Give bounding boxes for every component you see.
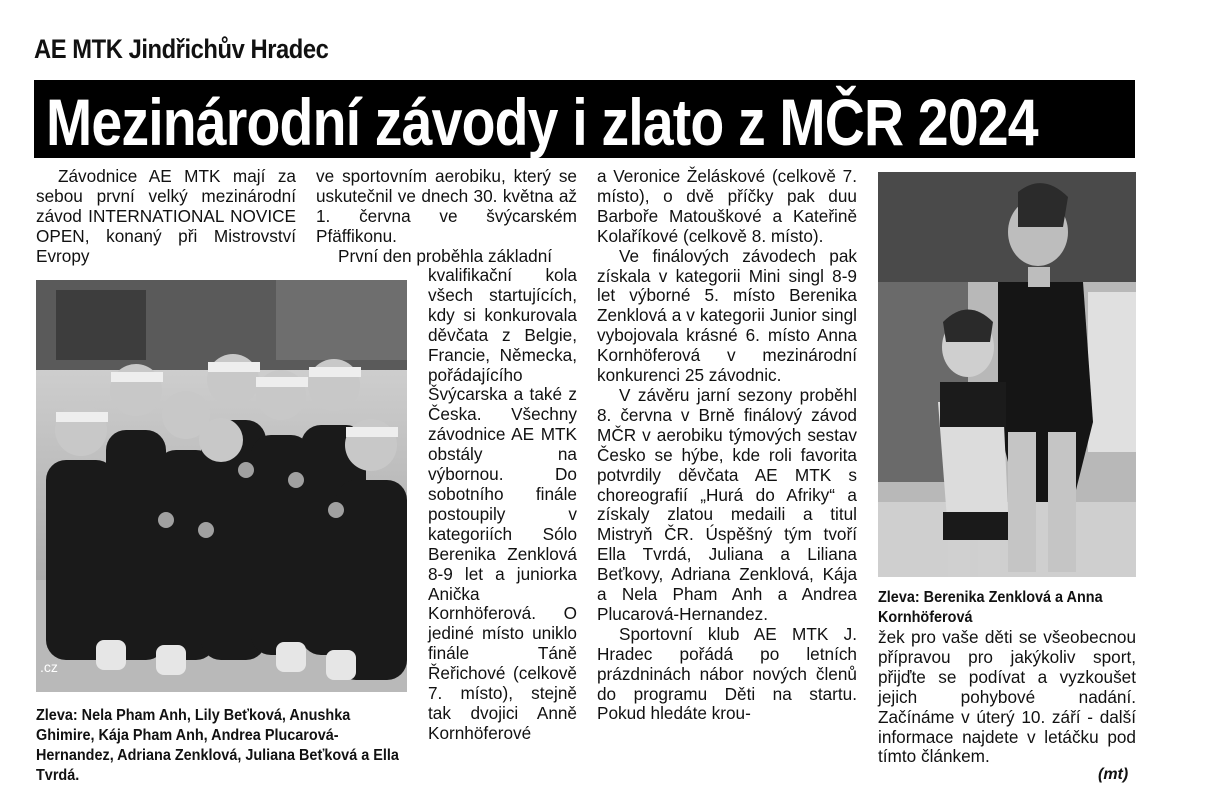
paragraph: Ve finálových závodech pak získala v kategorii Mini singl 8-9 let výborné 5. místo Berenika Zenklová a v kategorii Junior singl vybojovala krásné 6. místo Anna Kornhöferová v mezinárodní konkurenci 25 závodnic. xyxy=(597,245,857,386)
article-column-1-top xyxy=(36,167,296,267)
caption-left: Zleva: Nela Pham Anh, Lily Beťková, Anushka Ghimire, Kája Pham Anh, Andrea Plucarová-Hernandez, Adriana Zenklová, Juliana Beťková a Ella Tvrdá. xyxy=(36,707,399,784)
article-column-2-top xyxy=(316,167,577,267)
article-column-3 xyxy=(597,167,857,724)
paragraph: kvalifikační kola všech startujících, kdy si konkurovala děvčata z Belgie, Francie, Německa, pořádajícího Švýcarska a také z Česka. Všechny závodnice AE MTK obstály na výbornou. Do sobotního finále postoupily v kategoriích Sólo Berenika Zenklová 8-9 let a juniorka Anička Kornhöferová. O jediné místo uniklo finále Táně Řeřichové (celkově 7. místo), stejně tak dvojici Anně Kornhöferové xyxy=(428,265,577,743)
paragraph: ve sportovním aerobiku, který se uskutečnil ve dnech 30. května až 1. června ve švýcarském Pfäffikonu. xyxy=(316,166,577,246)
article-column-2-narrow xyxy=(428,266,577,744)
paragraph: a Veronice Želáskové (celkově 7. místo), o dvě příčky pak duu Barboře Matouškové a Kateřině Kolaříkové (celkově 8. místo). xyxy=(597,166,857,246)
headline-bar xyxy=(34,80,1135,158)
paragraph: Sportovní klub AE MTK J. Hradec pořádá po letních prázdninách nábor nových členů do programu Děti na startu. Pokud hledáte krou- xyxy=(597,623,857,724)
paragraph: žek pro vaše děti se všeobecnou přípravou pro jakýkoliv sport, přijďte se podívat a vyzkoušet jejich pohybové nadání. Začínáme v úterý 10. září - další informace najdete v letáčku pod tímto článkem. xyxy=(878,627,1136,767)
team-photo-illustration xyxy=(36,280,407,692)
watermark: .cz xyxy=(40,659,58,675)
duo-photo-illustration xyxy=(878,172,1136,577)
paragraph: Závodnice AE MTK mají za sebou první velký mezinárodní závod INTERNATIONAL NOVICE OPEN, konaný při Mistrovství Evropy xyxy=(36,166,296,266)
caption-right: Zleva: Berenika Zenklová a Anna Kornhöferová xyxy=(878,589,1103,626)
paragraph: V závěru jarní sezony proběhl 8. června v Brně finálový závod MČR v aerobiku týmových sestav Česko se hýbe, kde roli favorita potvrdily děvčata AE MTK s choreografií „Hurá do Afriky“ a získaly zlatou medaili a titul Mistryň ČR. Úspěšný tým tvoří Ella Tvrdá, Juliana a Liliana Beťkovy, Adriana Zenklová, Kája a Nela Pham Anh a Andrea Plucarová-Hernandez. xyxy=(597,384,857,624)
author-signature: (mt) xyxy=(1098,766,1129,783)
paragraph: První den proběhla základní xyxy=(338,245,553,266)
team-photo xyxy=(36,280,407,692)
duo-photo xyxy=(878,172,1136,577)
article-column-4 xyxy=(878,628,1136,767)
headline: Mezinárodní závody i zlato z MČR 2024 xyxy=(46,85,1038,159)
kicker-title: AE MTK Jindřichův Hradec xyxy=(34,34,329,64)
